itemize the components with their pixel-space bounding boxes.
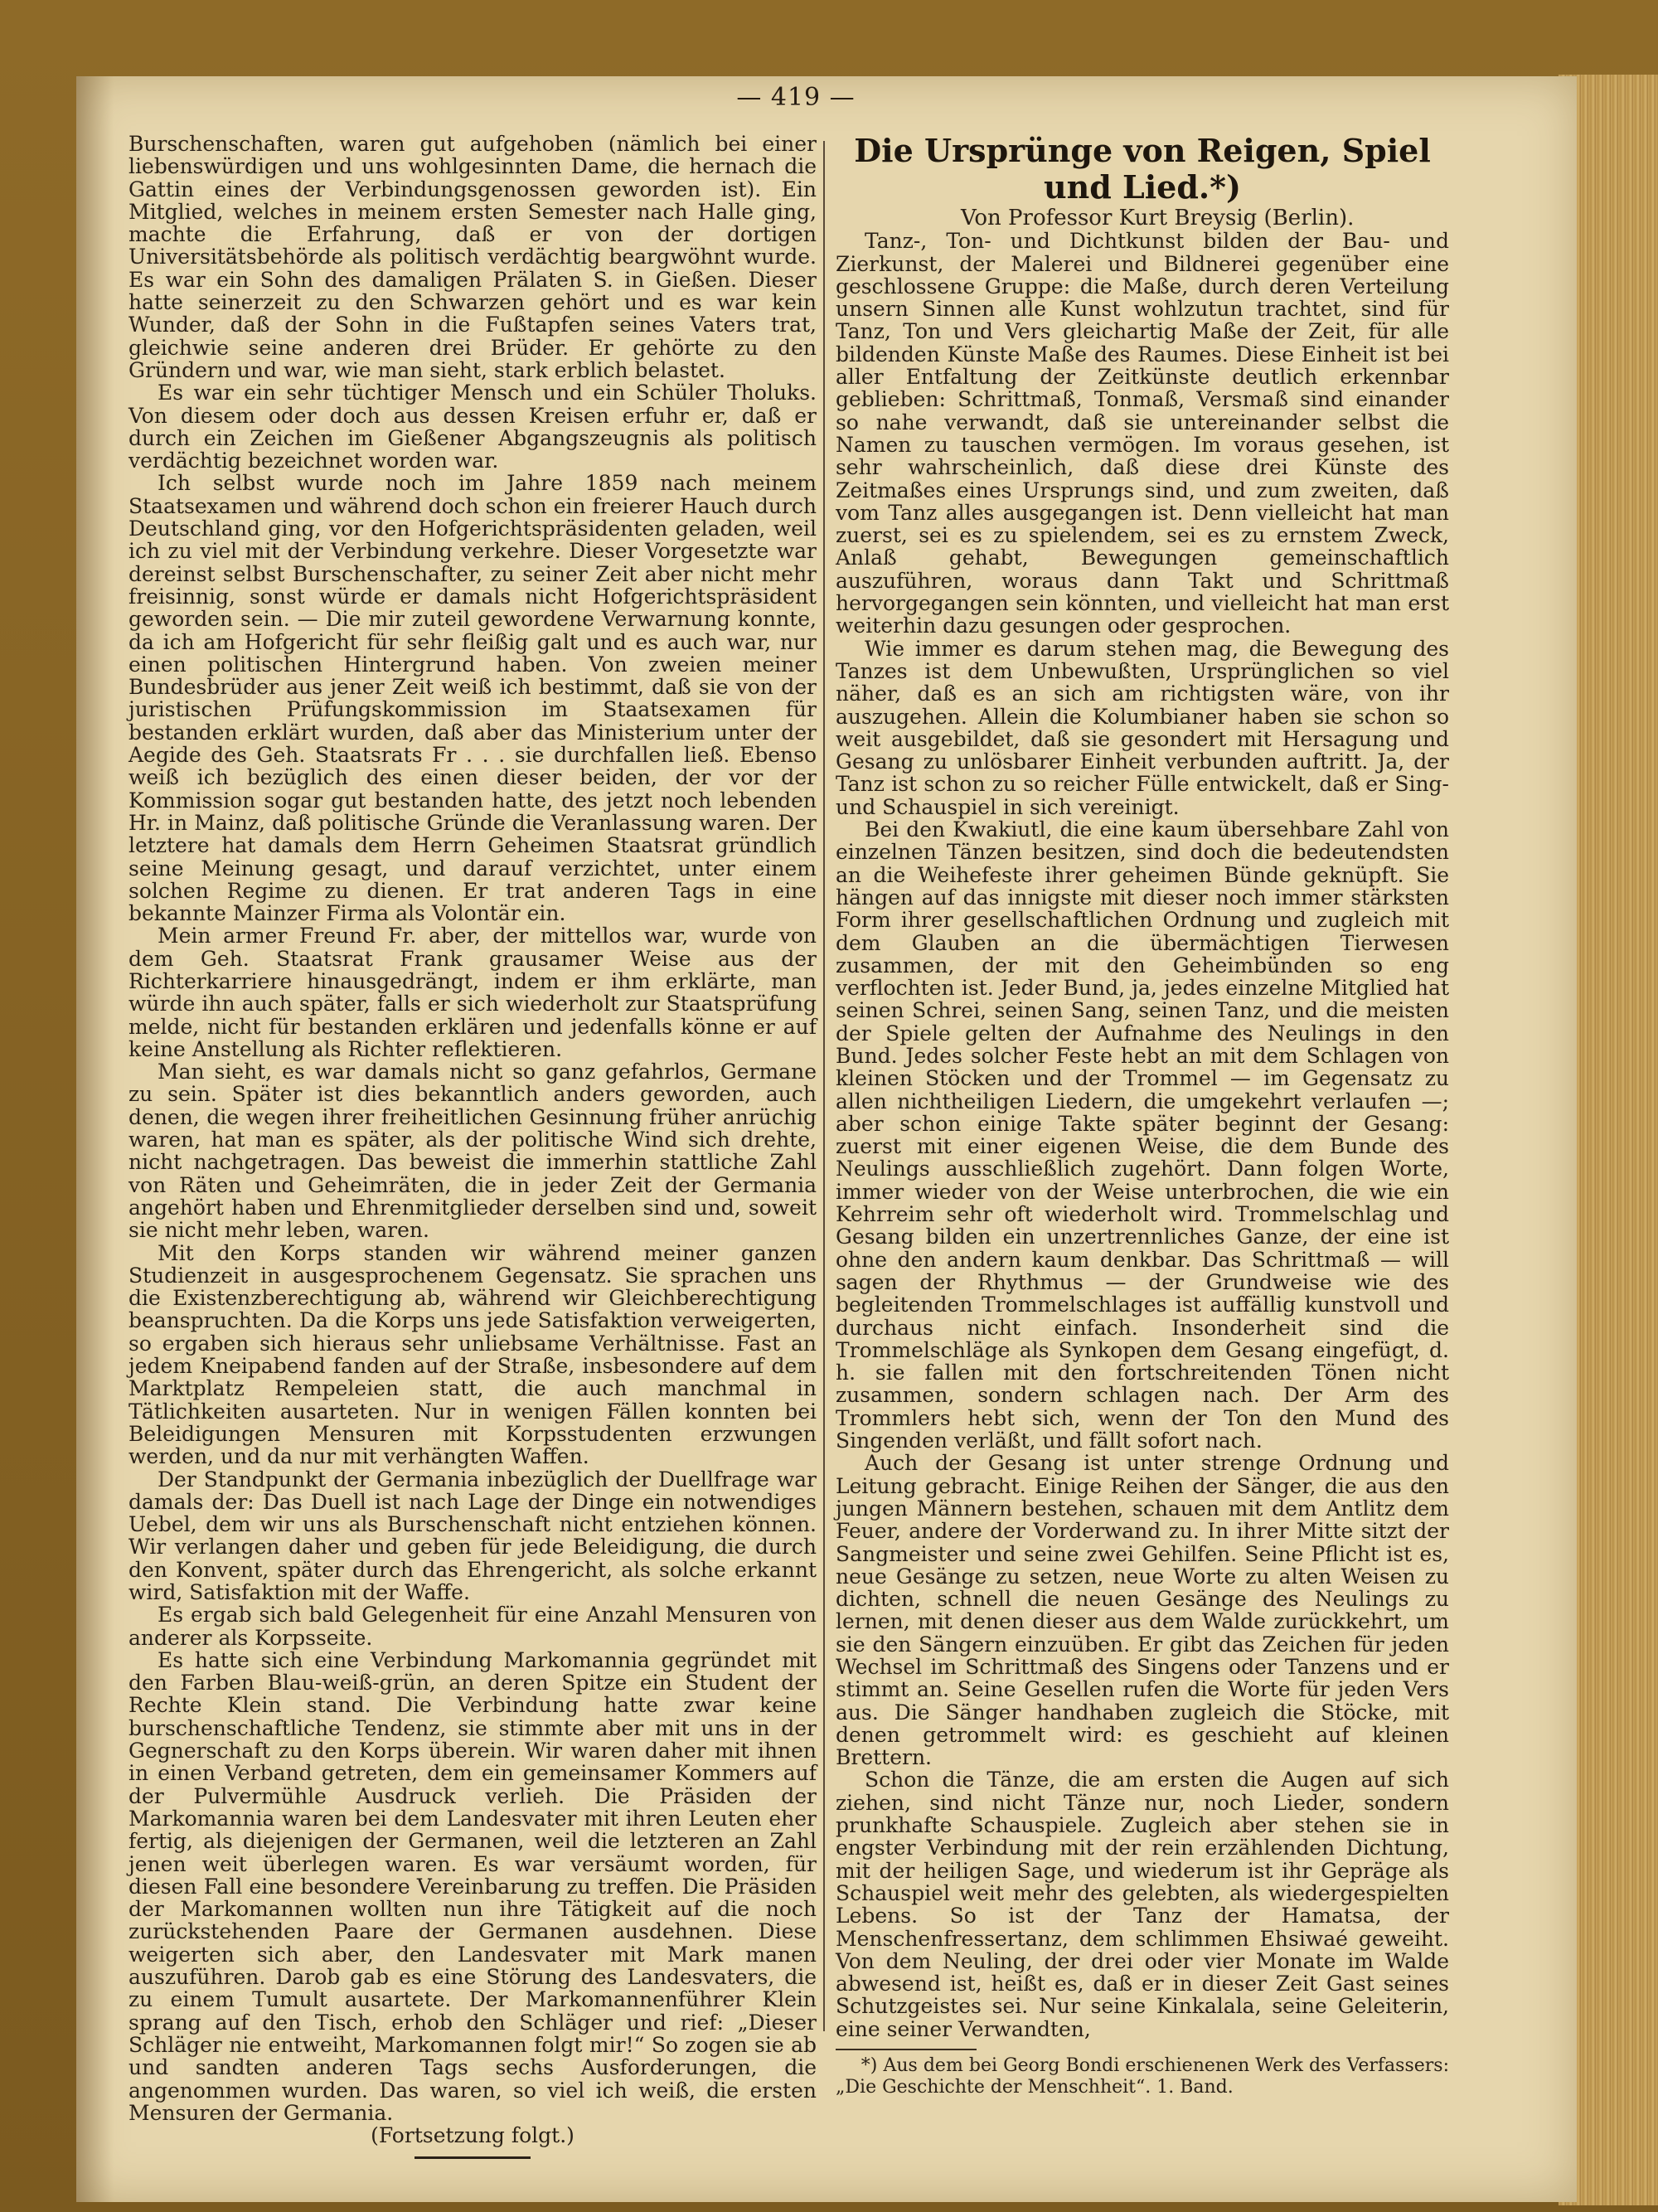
left-paragraph: Der Standpunkt der Germania inbezüglich der Duellfrage war damals der: Das Duell ist nach Lage der Dinge ein notwendiges Uebel, dem wir uns als Burschenschaft nicht entziehen können. Wir verlangen daher und geben für jede Beleidigung, die durch den Konvent, später durch das Ehrengericht, als solche erkannt wird, Satisfaktion mit der Waffe. <box>128 1467 817 1604</box>
left-paragraph: Man sieht, es war damals nicht so ganz gefahrlos, Germane zu sein. Später ist dies bekanntlich anders geworden, auch denen, die wegen ihrer freiheitlichen Gesinnung früher anrüchig waren, hat man es später, als der politische Wind sich drehte, nicht nachgetragen. Das beweist die immerhin stattliche Zahl von Räten und Geheimräten, die in jeder Zeit der Germania angehört haben und Ehrenmitglieder derselben sind und, soweit sie nicht mehr leben, waren. <box>128 1060 817 1243</box>
left-paragraph: Mit den Korps standen wir während meiner ganzen Studienzeit in ausgesprochenem Gegensatz. Sie sprachen uns die Existenzberechtigung ab, während wir Gleichberechtigung beanspruchten. Da die Korps uns jede Satisfaktion verweigerten, so ergaben sich hieraus sehr unliebsame Verhältnisse. Fast an jedem Kneipabend fanden auf der Straße, insbesondere auf dem Marktplatz Rempeleien statt, die auch manchmal in Tätlichkeiten ausarteten. Nur in wenigen Fällen konnten bei Beleidigungen Mensuren mit Korpsstudenten erzwungen werden, und da nur mit verhängten Waffen. <box>128 1240 817 1469</box>
gutter-shadow <box>76 76 114 2202</box>
footnote: *) Aus dem bei Georg Bondi erschienenen Werk des Verfassers: „Die Geschichte der Menschheit“. 1. Band. <box>836 2055 1449 2098</box>
right-paragraph: Bei den Kwakiutl, die eine kaum übersehbare Zahl von einzelnen Tänzen besitzen, sind doch die bedeutendsten an die Weihefeste ihrer geheimen Bünde geknüpft. Sie hängen auf das innigste mit dieser noch immer stärksten Form ihrer gesellschaftlichen Ordnung und zugleich mit dem Glauben an die übermächtigen Tierwesen zusammen, der mit den Geheimbünden so eng verflochten ist. Jeder Bund, ja, jedes einzelne Mitglied hat seinen Schrei, seinen Sang, seinen Tanz, und die meisten der Spiele gelten der Aufnahme des Neulings in den Bund. Jedes solcher Feste hebt an mit dem Schlagen von kleinen Stöcken und der Trommel — im Gegensatz zu allen nichtheiligen Liedern, die umgekehrt verlaufen —; aber schon einige Takte später beginnt der Gesang: zuerst mit einer eigenen Weise, die dem Bunde des Neulings ausschließlich zugehört. Dann folgen Worte, immer wieder von der Weise unterbrochen, die wie ein Kehrreim sehr oft wiederholt wird. Trommelschlag und Gesang bilden ein unzertrennliches Ganze, der eine ist ohne den andern kaum denkbar. Das Schrittmaß — will sagen der Rhythmus — der Grundweise wie des begleitenden Trommelschlages ist auffällig kunstvoll und durchaus nicht einfach. Insonderheit sind die Trommelschläge als Synkopen dem Gesang eingefügt, d. h. sie fallen mit den fortschreitenden Tönen nicht zusammen, sondern schlagen nach. Der Arm des Trommlers hebt sich, wenn der Ton den Mund des Singenden verläßt, und fällt sofort nach. <box>836 817 1449 1453</box>
page-number: — 419 — <box>736 83 856 112</box>
article-title: Die Ursprünge von Reigen, Spiel und Lied.*) <box>854 132 1431 206</box>
right-column <box>836 132 1449 2098</box>
right-paragraph: Schon die Tänze, die am ersten die Augen auf sich ziehen, sind nicht Tänze nur, noch Lieder, sondern prunkhafte Schauspiele. Zugleich aber stehen sie in engster Verbindung mit der rein erzählenden Dichtung, mit der heiligen Sage, und wiederum ist ihr Gepräge als Schauspiel weit mehr des gelebten, als wiedergespielten Lebens. So ist der Tanz der Hamatsa, der Menschenfressertanz, dem schlimmen Ehsiwaé geweiht. Von dem Neuling, der drei oder vier Monate im Walde abwesend ist, heißt es, daß er in dieser Zeit Gast seines Schutzgeistes sei. Nur seine Kinkalala, seine Geleiterin, eine seiner Verwandten, <box>836 1768 1449 2041</box>
left-paragraph: Es hatte sich eine Verbindung Markomannia gegründet mit den Farben Blau-weiß-grün, an deren Spitze ein Student der Rechte Klein stand. Die Verbindung hatte zwar keine burschenschaftliche Tendenz, sie stimmte aber mit uns in der Gegnerschaft zu den Korps überein. Wir waren daher mit ihnen in einen Verband getreten, dem ein gemeinsamer Kommers auf der Pulvermühle Ausdruck verlieh. Die Präsiden der Markomannia waren bei dem Landesvater mit ihren Leuten eher fertig, als diejenigen der Germanen, weil die letzteren an Zahl jenen weit überlegen waren. Es war versäumt worden, für diesen Fall eine besondere Vereinbarung zu treffen. Die Präsiden der Markomannen wollten nun ihre Tätigkeit auf die noch zurückstehenden Paare der Germanen ausdehnen. Diese weigerten sich aber, den Landesvater mit Mark manen auszuführen. Darob gab es eine Störung des Landesvaters, die zu einem Tumult ausartete. Der Markomannenführer Klein sprang auf den Tisch, erhob den Schläger und rief: „Dieser Schläger nie entweiht, Markomannen folgt mir!“ So zogen sie ab und sandten anderen Tags sechs Ausforderungen, die angenommen wurden. Das waren, so viel ich weiß, die ersten Mensuren der Germania. <box>128 1647 817 2125</box>
right-paragraph: Auch der Gesang ist unter strenge Ordnung und Leitung gebracht. Einige Reihen der Sänger, die aus den jungen Männern bestehen, schauen mit dem Antlitz dem Feuer, andere der Vorderwand zu. In ihrer Mitte sitzt der Sangmeister und seine zwei Gehilfen. Seine Pflicht ist es, neue Gesänge zu setzen, neue Worte zu alten Weisen zu dichten, schnell die neuen Gesänge des Neulings zu lernen, mit denen dieser aus dem Walde zurückkehrt, um sie den Sängern einzuüben. Er gibt das Zeichen für jeden Wechsel im Schrittmaß des Singens oder Tanzens und er stimmt an. Seine Gesellen rufen die Worte für jeden Vers aus. Die Sänger handhaben zugleich die Stöcke, mit denen getrommelt wird: es geschieht auf kleinen Brettern. <box>836 1451 1449 1770</box>
left-paragraph: Ich selbst wurde noch im Jahre 1859 nach meinem Staatsexamen und während doch schon ein freierer Hauch durch Deutschland ging, vor den Hofgerichtspräsidenten geladen, weil ich zu viel mit der Verbindung verkehre. Dieser Vorgesetzte war dereinst selbst Burschenschafter, zu seiner Zeit aber nicht mehr freisinnig, sonst würde er damals nicht Hofgerichtspräsident geworden sein. — Die mir zuteil gewordene Verwarnung konnte, da ich am Hofgericht für sehr fleißig galt und es auch war, nur einen politischen Hintergrund haben. Von zweien meiner Bundesbrüder aus jener Zeit weiß ich bestimmt, daß sie von der juristischen Prüfungskommission im Staatsexamen für bestanden erklärt wurden, daß aber das Ministerium unter der Aegide des Geh. Staatsrats Fr . . . sie durchfallen ließ. Ebenso weiß ich bezüglich des einen dieser beiden, der vor der Kommission sogar gut bestanden hatte, des jetzt noch lebenden Hr. in Mainz, daß politische Gründe die Veranlassung waren. Der letztere hat damals dem Herrn Geheimen Staatsrat gründlich seine Meinung gesagt, und darauf verzichtet, unter einem solchen Regime zu dienen. Er trat anderen Tags in eine bekannte Mainzer Firma als Volontär ein. <box>128 471 817 926</box>
footnote-rule <box>836 2049 977 2050</box>
right-paragraph: Tanz-, Ton- und Dichtkunst bilden der Bau- und Zierkunst, der Malerei und Bildnerei gegenüber eine geschlossene Gruppe: die Maße, durch deren Verteilung unsern Sinnen alle Kunst wohlzutun trachtet, sind für Tanz, Ton und Vers gleichartig Maße der Zeit, für alle bildenden Künste Maße des Raumes. Diese Einheit ist bei aller Entfaltung der Zeitkünste deutlich erkennbar geblieben: Schrittmaß, Tonmaß, Versmaß sind einander so nahe verwandt, daß sie untereinander selbst die Namen zu tauschen vermögen. Im voraus gesehen, ist sehr wahrscheinlich, daß diese drei Künste des Zeitmaßes eines Ursprungs sind, und zum zweiten, daß vom Tanz alles ausgegangen ist. Denn vielleicht hat man zuerst, sei es zu spielendem, sei es zu ernstem Zweck, Anlaß gehabt, Bewegungen gemeinschaftlich auszuführen, woraus dann Takt und Schrittmaß hervorgegangen sein könnten, und vielleicht hat man erst weiterhin dazu gesungen oder gesprochen. <box>836 229 1449 638</box>
left-paragraph: Es war ein sehr tüchtiger Mensch und ein Schüler Tholuks. Von diesem oder doch aus dessen Kreisen erfuhr er, daß er durch ein Zeichen im Gießener Abgangszeugnis als politisch verdächtig bezeichnet worden war. <box>128 381 817 473</box>
left-paragraph: Mein armer Freund Fr. aber, der mittellos war, wurde von dem Geh. Staatsrat Frank grausamer Weise aus der Richterkarriere hinausgedrängt, indem er ihm erklärte, man würde ihn auch später, falls er sich wiederholt zur Staatsprüfung melde, nicht für bestanden erklären und jedenfalls könne er auf keine Anstellung als Richter reflektieren. <box>128 924 817 1061</box>
right-paragraph: Wie immer es darum stehen mag, die Bewegung des Tanzes ist dem Unbewußten, Ursprünglichen so viel näher, daß es an sich am richtigsten wäre, von ihr auszugehen. Allein die Kolumbianer haben sie schon so weit ausgebildet, daß sie gesondert mit Hersagung und Gesang zu unlösbarer Einheit verbunden auftritt. Ja, der Tanz ist schon zu so reicher Fülle entwickelt, daß er Sing- und Schauspiel in sich vereinigt. <box>836 636 1449 819</box>
column-divider <box>823 141 825 2031</box>
end-rule <box>414 2156 531 2159</box>
left-column <box>128 132 817 2148</box>
left-paragraph: Burschenschaften, waren gut aufgehoben (nämlich bei einer liebenswürdigen und uns wohlgesinnten Dame, die hernach die Gattin eines der Verbindungsgenossen geworden ist). Ein Mitglied, welches in meinem ersten Semester nach Halle ging, machte die Erfahrung, daß er von der dortigen Universitätsbehörde als politisch verdächtig beargwöhnt wurde. Es war ein Sohn des damaligen Prälaten S. in Gießen. Dieser hatte seinerzeit zu den Schwarzen gehört und es war kein Wunder, daß der Sohn in die Fußtapfen seines Vaters trat, gleichwie seine anderen drei Brüder. Er gehörte zu den Gründern und war, wie man sieht, stark erblich belastet. <box>128 132 817 382</box>
continuation-note: (Fortsetzung folgt.) <box>371 2123 574 2148</box>
left-paragraph: Es ergab sich bald Gelegenheit für eine Anzahl Mensuren von anderer als Korpsseite. <box>128 1603 817 1650</box>
article-author: Von Professor Kurt Breysig (Berlin). <box>960 206 1355 230</box>
